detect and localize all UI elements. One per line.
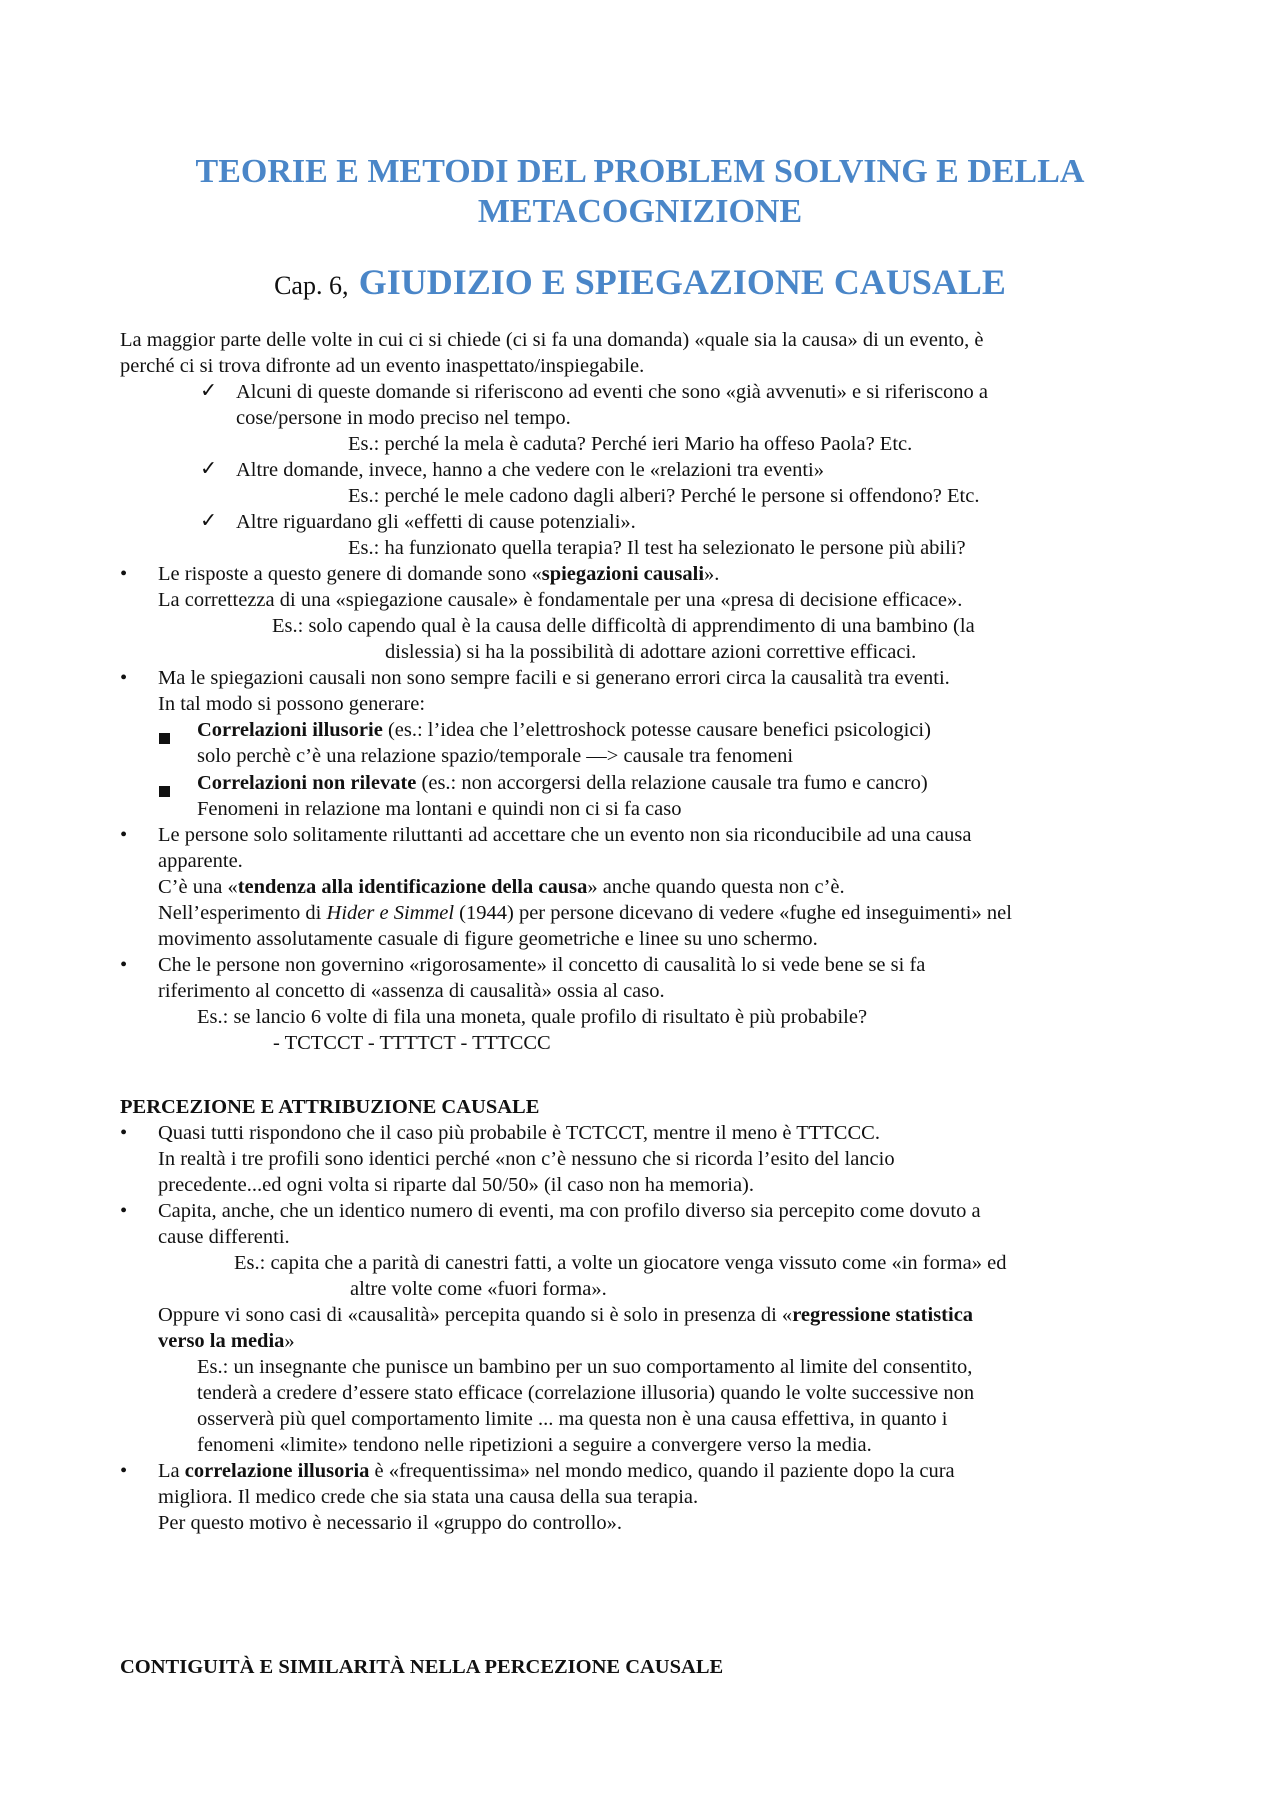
coin-sequences: - TCTCCT - TTTTCT - TTTCCC xyxy=(273,1032,551,1054)
s1-bullet2-example1: Es.: capita che a parità di canestri fatti, a volte un giocatore venga vissuto come «in forma» ed xyxy=(234,1252,1007,1274)
bullet: • xyxy=(120,1200,128,1222)
bullet4-line2: riferimento al concetto di «assenza di causalità» ossia al caso. xyxy=(158,980,665,1002)
intro-line2: perché ci si trova difronte ad un evento inaspettato/inspiegabile. xyxy=(120,355,645,377)
check3-line1: Altre riguardano gli «effetti di cause potenziali». xyxy=(236,511,636,533)
s1-bullet2-example4: tenderà a credere d’essere stato efficace (correlazione illusoria) quando le volte successive non xyxy=(197,1382,975,1404)
bullet3-line1: Le persone solo solitamente riluttanti ad accettare che un evento non sia riconducibile ad una causa xyxy=(158,824,972,846)
check2-example: Es.: perché le mele cadono dagli alberi? Perché le persone si offendono? Etc. xyxy=(348,485,980,507)
s1-bullet3-line1: La correlazione illusoria è «frequentissima» nel mondo medico, quando il paziente dopo la cura xyxy=(158,1460,955,1482)
document-title-line2: METACOGNIZIONE xyxy=(477,193,803,230)
check2-line1: Altre domande, invece, hanno a che vedere con le «relazioni tra eventi» xyxy=(236,459,824,481)
bullet: • xyxy=(120,1122,128,1144)
bullet3-line3: C’è una «tendenza alla identificazione della causa» anche quando questa non c’è. xyxy=(158,876,845,898)
check3-example: Es.: ha funzionato quella terapia? Il test ha selezionato le persone più abili? xyxy=(348,537,966,559)
square-bullet-icon xyxy=(159,725,170,751)
square-bullet-icon xyxy=(159,778,170,804)
bullet: • xyxy=(120,563,128,585)
s1-bullet2-line4: verso la media» xyxy=(158,1330,295,1352)
check1-line2: cose/persone in modo preciso nel tempo. xyxy=(236,407,571,429)
s1-bullet1-line1: Quasi tutti rispondono che il caso più probabile è TCTCCT, mentre il meno è TTTCCC. xyxy=(158,1122,880,1144)
bullet2-line2: In tal modo si possono generare: xyxy=(158,693,426,715)
sub2-line2: Fenomeni in relazione ma lontani e quindi non ci si fa caso xyxy=(197,798,682,820)
bullet3-line4: Nell’esperimento di Hider e Simmel (1944) per persone dicevano di vedere «fughe ed inseguimenti» nel xyxy=(158,902,1012,924)
check1-example: Es.: perché la mela è caduta? Perché ieri Mario ha offeso Paola? Etc. xyxy=(348,433,913,455)
bullet1-example2: dislessia) si ha la possibilità di adottare azioni correttive efficaci. xyxy=(385,641,917,663)
s1-bullet2-example5: osserverà più quel comportamento limite ... ma questa non è una causa effettiva, in quanto i xyxy=(197,1408,948,1430)
s1-bullet1-line3: precedente...ed ogni volta si riparte dal 50/50» (il caso non ha memoria). xyxy=(158,1174,755,1196)
bullet1-example1: Es.: solo capendo qual è la causa delle difficoltà di apprendimento di una bambino (la xyxy=(272,615,975,637)
bullet2-line1: Ma le spiegazioni causali non sono sempre facili e si generano errori circa la causalità tra eventi. xyxy=(158,667,950,689)
sub2-line1: Correlazioni non rilevate (es.: non accorgersi della relazione causale tra fumo e cancro) xyxy=(197,772,928,794)
bullet3-line2: apparente. xyxy=(158,850,243,872)
s1-bullet2-line3: Oppure vi sono casi di «causalità» percepita quando si è solo in presenza di «regressione statistica xyxy=(158,1304,974,1326)
s1-bullet2-line2: cause differenti. xyxy=(158,1226,290,1248)
section-heading-percezione: PERCEZIONE E ATTRIBUZIONE CAUSALE xyxy=(120,1096,540,1118)
bullet4-example: Es.: se lancio 6 volte di fila una moneta, quale profilo di risultato è più probabile? xyxy=(197,1006,868,1028)
s1-bullet2-example2: altre volte come «fuori forma». xyxy=(350,1278,607,1300)
check-icon: ✓ xyxy=(200,380,218,402)
bullet: • xyxy=(120,667,128,689)
bullet3-line5: movimento assolutamente casuale di figure geometriche e linee su uno schermo. xyxy=(158,928,818,950)
s1-bullet3-line2: migliora. Il medico crede che sia stata una causa della sua terapia. xyxy=(158,1486,699,1508)
s1-bullet3-line3: Per questo motivo è necessario il «gruppo do controllo». xyxy=(158,1512,623,1534)
check-icon: ✓ xyxy=(200,510,218,532)
s1-bullet2-line1: Capita, anche, che un identico numero di eventi, ma con profilo diverso sia percepito come dovuto a xyxy=(158,1200,981,1222)
sub1-line2: solo perchè c’è una relazione spazio/temporale —> causale tra fenomeni xyxy=(197,745,794,767)
bullet: • xyxy=(120,954,128,976)
s1-bullet1-line2: In realtà i tre profili sono identici perché «non c’è nessuno che si ricorda l’esito del lancio xyxy=(158,1148,895,1170)
document-title-line1: TEORIE E METODI DEL PROBLEM SOLVING E DELLA xyxy=(195,153,1085,190)
bullet4-line1: Che le persone non governino «rigorosamente» il concetto di causalità lo si vede bene se si fa xyxy=(158,954,926,976)
bullet: • xyxy=(120,824,128,846)
check1-line1: Alcuni di queste domande si riferiscono ad eventi che sono «già avvenuti» e si riferiscono a xyxy=(236,381,989,403)
bullet1-line1: Le risposte a questo genere di domande sono «spiegazioni causali». xyxy=(158,563,720,585)
intro-line1: La maggior parte delle volte in cui ci si chiede (ci si fa una domanda) «quale sia la causa» di un evento, è xyxy=(120,329,984,351)
check-icon: ✓ xyxy=(200,458,218,480)
chapter-title: GIUDIZIO E SPIEGAZIONE CAUSALE xyxy=(358,262,1006,302)
s1-bullet2-example3: Es.: un insegnante che punisce un bambino per un suo comportamento al limite del consentito, xyxy=(197,1356,973,1378)
sub1-line1: Correlazioni illusorie (es.: l’idea che l’elettroshock potesse causare benefici psicologici) xyxy=(197,719,931,741)
chapter-heading xyxy=(0,258,1280,312)
chapter-prefix: Cap. 6, xyxy=(274,271,349,300)
section-heading-contiguita: CONTIGUITÀ E SIMILARITÀ NELLA PERCEZIONE CAUSALE xyxy=(120,1656,724,1678)
bullet1-line2: La correttezza di una «spiegazione causale» è fondamentale per una «presa di decisione efficace». xyxy=(158,589,963,611)
s1-bullet2-example6: fenomeni «limite» tendono nelle ripetizioni a seguire a convergere verso la media. xyxy=(197,1434,872,1456)
bullet: • xyxy=(120,1460,128,1482)
